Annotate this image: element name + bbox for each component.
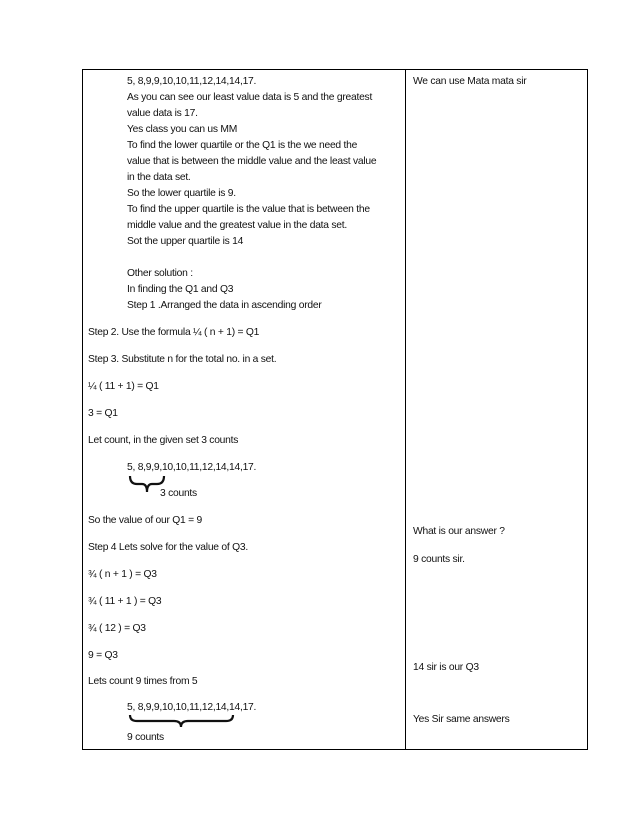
text-line: Step 1 .Arranged the data in ascending order — [127, 300, 322, 311]
text-line: As you can see our least value data is 5 and the greatest — [127, 92, 373, 103]
text-line: To find the upper quartile is the value that is between the — [127, 204, 370, 215]
response-text: Yes Sir same answers — [413, 714, 510, 725]
let-count-text: Let count, in the given set 3 counts — [88, 435, 239, 446]
brace-label: 9 counts — [127, 732, 164, 743]
text-line: middle value and the greatest value in the data set. — [127, 220, 347, 231]
equation: 3 = Q1 — [88, 408, 118, 419]
text-line: in the data set. — [127, 172, 191, 183]
text-line: In finding the Q1 and Q3 — [127, 284, 234, 295]
equation: ¾ ( 11 + 1 ) = Q3 — [88, 596, 162, 607]
step-2-text: Step 2. Use the formula ¼ ( n + 1) = Q1 — [88, 327, 260, 338]
q1-value-text: So the value of our Q1 = 9 — [88, 515, 202, 526]
equation: ¾ ( 12 ) = Q3 — [88, 623, 146, 634]
lesson-table — [82, 69, 588, 750]
column-divider — [405, 70, 406, 749]
data-set: 5, 8,9,9,10,10,11,12,14,14,17. — [127, 462, 257, 473]
step-3-text: Step 3. Substitute n for the total no. in a set. — [88, 354, 277, 365]
response-text: We can use Mata mata sir — [413, 76, 527, 87]
response-text: 14 sir is our Q3 — [413, 662, 479, 673]
equation: 9 = Q3 — [88, 650, 118, 661]
response-text: 9 counts sir. — [413, 554, 465, 565]
data-set: 5, 8,9,9,10,10,11,12,14,14,17. — [127, 702, 257, 713]
curly-brace-icon — [127, 714, 237, 730]
brace-label: 3 counts — [160, 488, 197, 499]
text-line: To find the lower quartile or the Q1 is the we need the — [127, 140, 358, 151]
text-line: value data is 17. — [127, 108, 198, 119]
equation: ¼ ( 11 + 1) = Q1 — [88, 381, 159, 392]
step-4-text: Step 4 Lets solve for the value of Q3. — [88, 542, 248, 553]
text-line: Yes class you can us MM — [127, 124, 238, 135]
text-line: Other solution : — [127, 268, 193, 279]
equation: ¾ ( n + 1 ) = Q3 — [88, 569, 157, 580]
text-line: 5, 8,9,9,10,10,11,12,14,14,17. — [127, 76, 257, 87]
lets-count-text: Lets count 9 times from 5 — [88, 676, 198, 687]
text-line: value that is between the middle value and the least value — [127, 156, 377, 167]
text-line: Sot the upper quartile is 14 — [127, 236, 244, 247]
response-text: What is our answer ? — [413, 526, 505, 537]
text-line: So the lower quartile is 9. — [127, 188, 236, 199]
